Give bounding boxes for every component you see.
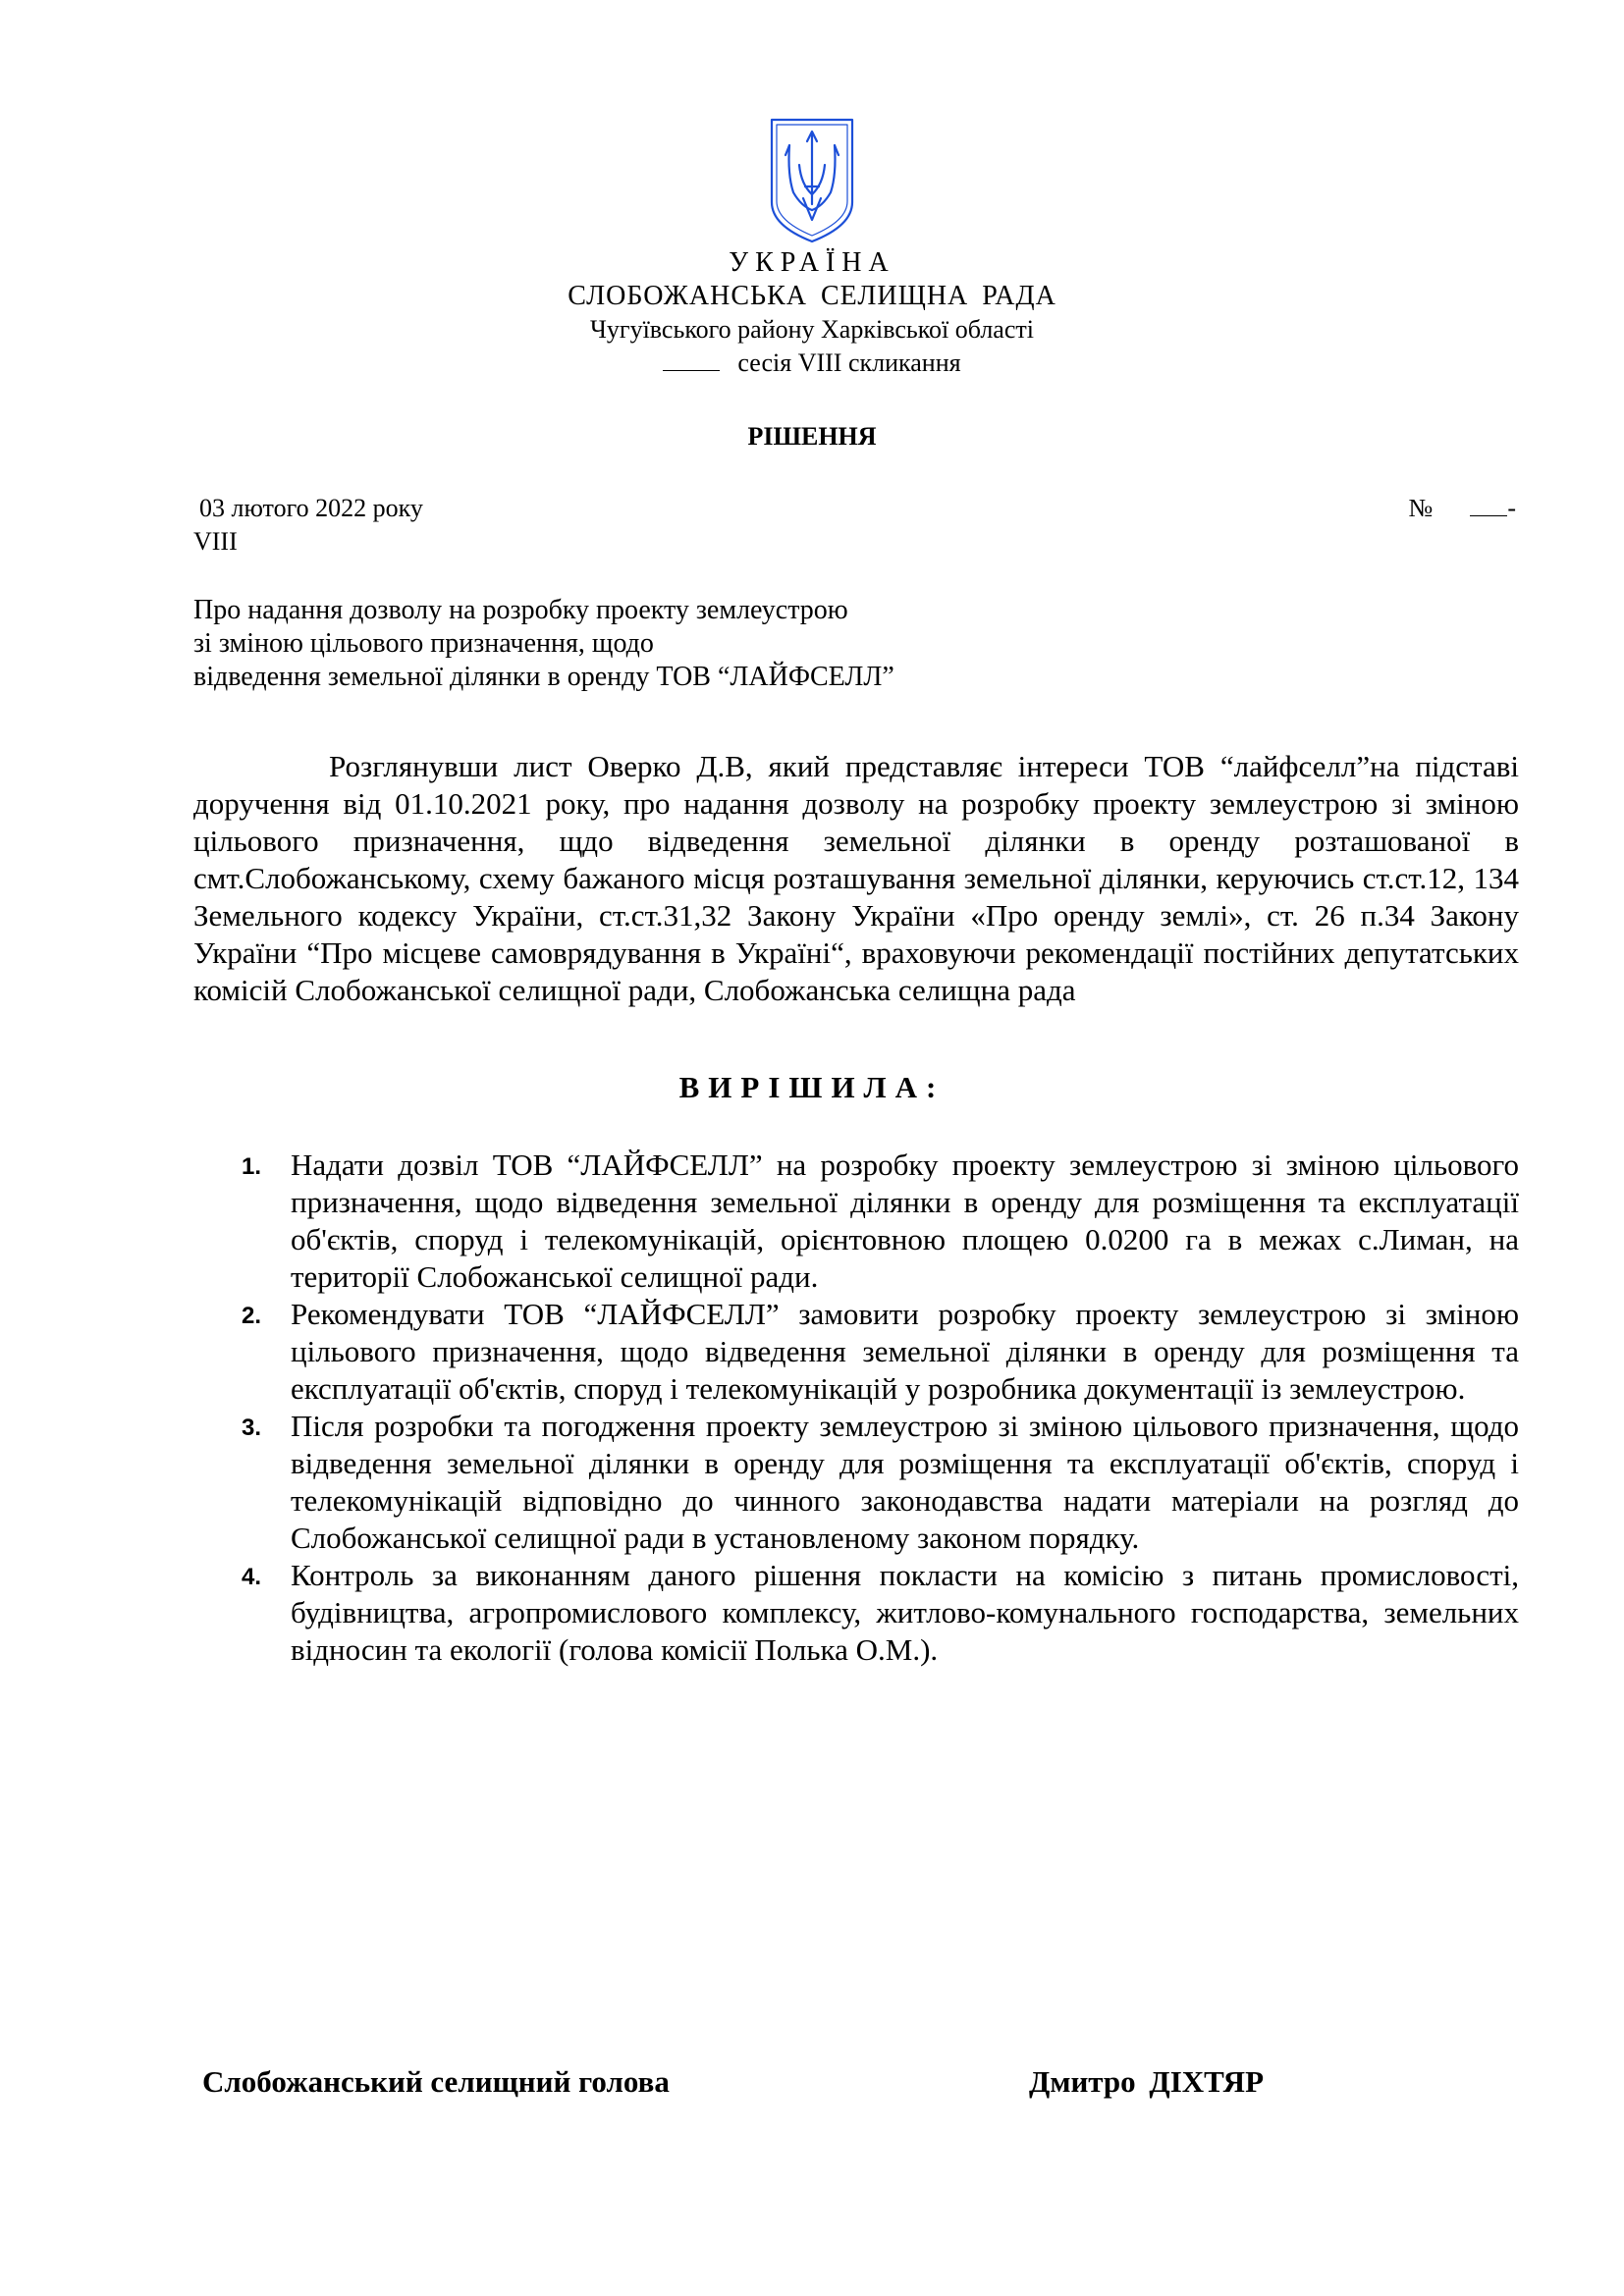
signatory-position: Слобожанський селищний голова <box>202 2064 670 2099</box>
resolution-item <box>242 1147 1519 1296</box>
district-heading: Чугуївського району Харківської області <box>590 315 1034 344</box>
session-heading <box>0 347 1624 380</box>
decision-number-convocation: VIII <box>193 527 238 556</box>
item-text: Після розробки та погодження проекту землеустрою зі зміною цільового призначення, щодо відведення земельної ділянки в оренду для розміщення та експлуатації об'єктів, споруд і телекомунікацій відповідно до чинного законодавства надати матеріали на розгляд до Слобожанської селищної ради в установленому законом порядку. <box>291 1409 1519 1555</box>
coat-of-arms-icon <box>768 116 856 245</box>
number-sign: № <box>1408 494 1434 522</box>
resolution-item <box>242 1408 1519 1557</box>
session-text: сесія VIII скликання <box>737 348 961 377</box>
item-text: Рекомендувати ТОВ “ЛАЙФСЕЛЛ” замовити розробку проекту землеустрою зі зміною цільового призначення, щодо відведення земельної ділянки в оренду для розміщення та експлуатації об'єктів, споруд і телекомунікацій у розробника документації із землеустрою. <box>291 1297 1519 1406</box>
decision-date: 03 лютого 2022 року <box>199 494 423 522</box>
subject-line: відведення земельної ділянки в оренду ТОВ “ЛАЙФСЕЛЛ” <box>193 662 894 692</box>
council-heading: СЛОБОЖАНСЬКА СЕЛИЩНА РАДА <box>568 281 1056 311</box>
item-text: Надати дозвіл ТОВ “ЛАЙФСЕЛЛ” на розробку проекту землеустрою зі зміною цільового призначення, щодо відведення земельної ділянки в оренду для розміщення та експлуатації об'єктів, споруд і телекомунікацій, орієнтовною площею 0.0200 га в межах с.Лиман, на території Слобожанської селищної ради. <box>291 1148 1519 1294</box>
signatory-name: Дмитро ДІХТЯР <box>1029 2064 1264 2099</box>
item-number: 2. <box>242 1303 262 1329</box>
subject-line: зі зміною цільового призначення, щодо <box>193 628 654 659</box>
decision-number <box>1409 494 1516 523</box>
number-blank <box>1470 494 1507 516</box>
item-number: 4. <box>242 1564 262 1590</box>
item-text: Контроль за виконанням даного рішення покласти на комісію з питань промисловості, будівництва, агропромислового комплексу, житлово-комунального господарства, земельних відносин та екології (голова комісії Полька О.М.). <box>291 1558 1519 1667</box>
session-number-blank <box>663 348 720 371</box>
resolved-heading: ВИРІШИЛА: <box>678 1070 946 1104</box>
item-number: 3. <box>242 1415 262 1441</box>
resolution-items <box>242 1147 1519 1669</box>
preamble-paragraph: Розглянувши лист Оверко Д.В, який представляє інтереси ТОВ “лайфселл”на підставі доручення від 01.10.2021 року, про надання дозволу на розробку проекту землеустрою зі зміною цільового призначення, щдо відведення земельної ділянки в оренду розташованої в смт.Слобожанському, схему бажаного місця розташування земельної ділянки, керуючись ст.ст.12, 134 Земельного кодексу України, ст.ст.31,32 Закону України «Про оренду землі», ст. 26 п.34 Закону України “Про місцеве самоврядування в Україні“, враховуючи рекомендації постійних депутатських комісій Слобожанської селищної ради, Слобожанська селищна рада <box>193 749 1519 1007</box>
resolution-item <box>242 1296 1519 1408</box>
country-heading: УКРАЇНА <box>729 247 895 278</box>
subject-line: Про надання дозволу на розробку проекту землеустрою <box>193 595 848 625</box>
resolution-item <box>242 1557 1519 1669</box>
number-suffix: - <box>1507 494 1516 522</box>
decision-subject <box>193 594 894 694</box>
item-number: 1. <box>242 1153 262 1180</box>
decision-title: РІШЕННЯ <box>747 422 877 451</box>
